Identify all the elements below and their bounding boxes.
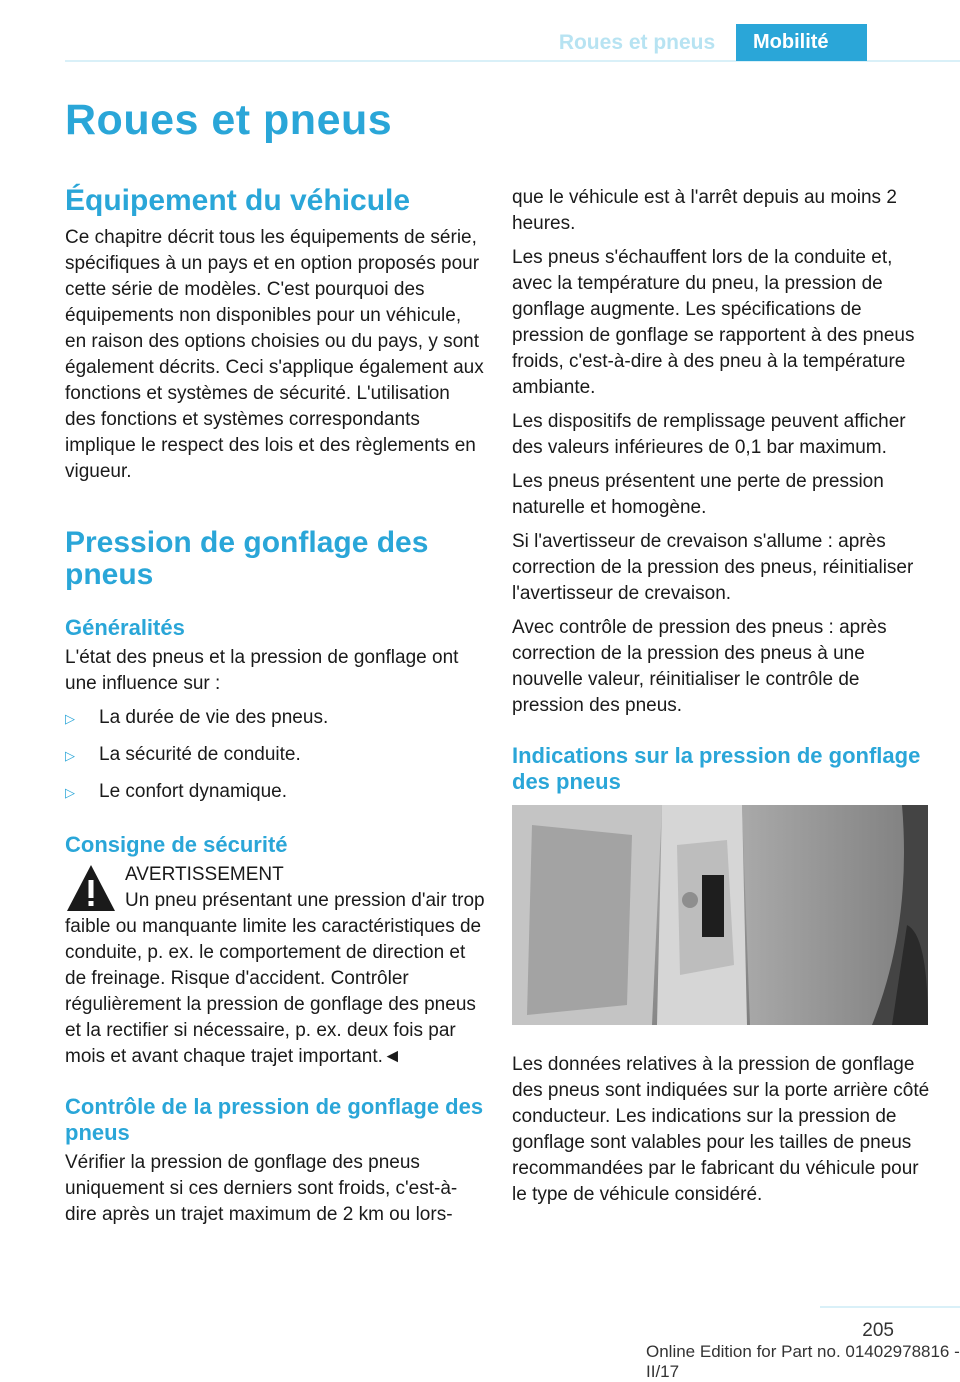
influence-list	[65, 705, 485, 806]
paragraph-generalites: L'état des pneus et la pression de gonflage ont une influence sur :	[65, 647, 459, 694]
page-number: 205	[862, 1320, 894, 1341]
footer-rule	[820, 1306, 960, 1308]
list-item: ▷ La durée de vie des pneus.	[65, 705, 485, 732]
paragraph-donnees: Les données relatives à la pression de gonflage des pneus sont indiquées sur la porte arrière côté conducteur. Les indications sur la pression de gonflage sont valables pour les tailles de pneus recommandées par le fabricant du véhicule pour le type de véhicule considéré.	[512, 1054, 930, 1205]
edition-footer: Online Edition for Part no. 01402978816 - II/17	[646, 1342, 960, 1381]
heading-controle: Contrôle de la pression de gonflage des pneus	[65, 1094, 484, 1145]
bullet-triangle-icon: ▷	[65, 711, 75, 726]
right-column	[512, 185, 932, 1216]
list-item: ▷ Le confort dynamique.	[65, 779, 485, 806]
heading-pression: Pression de gonflage des pneus	[65, 526, 429, 591]
heading-indications: Indications sur la pression de gonflage des pneus	[512, 743, 921, 794]
page-title: Roues et pneus	[65, 96, 393, 144]
header-section-label: Roues et pneus	[558, 31, 716, 54]
bullet-triangle-icon: ▷	[65, 785, 75, 800]
warning-block	[65, 862, 485, 1070]
paragraph-equipement: Ce chapitre décrit tous les équipements de série, spécifiques à un pays et en option proposés pour cette série de modèles. C'est pourquoi des équipements non disponibles pour un véhicule, en raison des options choisies ou du pays, y sont également décrits. Ceci s'applique également aux fonctions et systèmes de sécurité. L'utilisation des fonctions et systèmes correspondants implique le respect des lois et des règlements en vigueur.	[65, 227, 484, 482]
heading-consigne: Consigne de sécurité	[65, 832, 288, 857]
paragraph-perte: Les pneus présentent une perte de pression naturelle et homogène.	[512, 471, 884, 518]
list-item: ▷ La sécurité de conduite.	[65, 742, 485, 769]
warning-label: AVERTISSEMENT	[125, 864, 284, 885]
paragraph-continuation: que le véhicule est à l'arrêt depuis au moins 2 heures.	[512, 187, 897, 234]
header-chapter-tab: Mobilité	[736, 24, 867, 61]
heading-generalites: Généralités	[65, 615, 185, 640]
paragraph-echauffement: Les pneus s'échauffent lors de la conduite et, avec la température du pneu, la pression de gonflage augmente. Les spécifications de pression de gonflage se rapportent à des pneus froids, c'est-à-dire à des pneu à la température ambiante.	[512, 247, 915, 398]
bullet-triangle-icon: ▷	[65, 748, 75, 763]
paragraph-controle-pression: Avec contrôle de pression des pneus : après correction de la pression des pneus à une nouvelle valeur, réinitialiser le contrôle de pression des pneus.	[512, 617, 887, 716]
warning-text: Un pneu présentant une pression d'air trop faible ou manquante limite les caractéristiques de conduite, p. ex. le comportement de direction et de freinage. Risque d'accident. Contrôler régulièrement la pression de gonflage des pneus et la rectifier si nécessaire, p. ex. deux fois par mois et avant chaque trajet important.◄	[65, 890, 485, 1067]
heading-equipement: Équipement du véhicule	[65, 184, 411, 217]
left-column	[65, 185, 485, 1236]
paragraph-dispositifs: Les dispositifs de remplissage peuvent afficher des valeurs inférieures de 0,1 bar maximum.	[512, 411, 906, 458]
warning-triangle-icon	[65, 862, 117, 914]
paragraph-controle: Vérifier la pression de gonflage des pneus uniquement si ces derniers sont froids, c'est-à-dire après un trajet maximum de 2 km ou lors-	[65, 1152, 458, 1225]
door-label-photo	[512, 805, 928, 1025]
paragraph-crevaison: Si l'avertisseur de crevaison s'allume : après correction de la pression des pneus, réinitialiser l'avertisseur de crevaison.	[512, 531, 914, 604]
